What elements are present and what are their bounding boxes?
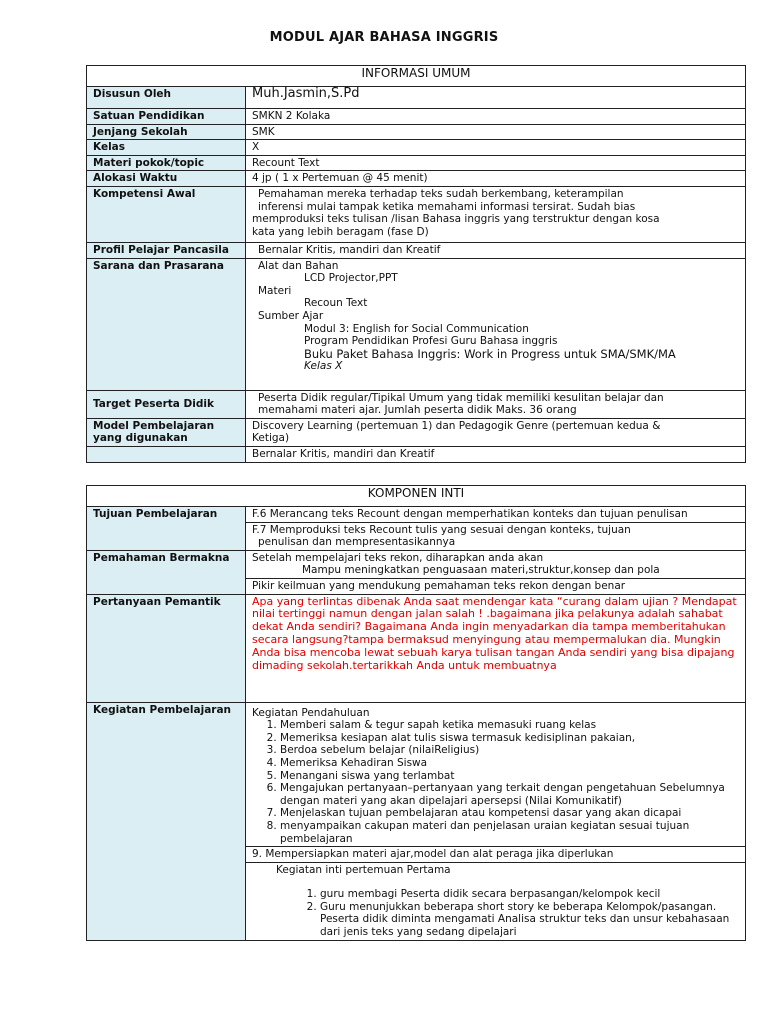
value-alokasi-waktu: 4 jp ( 1 x Pertemuan @ 45 menit) xyxy=(246,171,746,187)
value-materi-pokok: Recount Text xyxy=(246,155,746,171)
sarana-line-recount: Recoun Text xyxy=(304,297,368,310)
label-pemahaman-bermakna: Pemahaman Bermakna xyxy=(87,550,246,594)
f7-line-1: F.7 Memproduksi teks Recount tulis yang sesuai dengan konteks, tujuan xyxy=(252,523,631,536)
value-target-peserta xyxy=(246,390,746,418)
komponen-inti-header: KOMPONEN INTI xyxy=(87,486,746,507)
pendahuluan-item: 8. menyampaikan cakupan materi dan penjelasan uraian kegiatan sesuai tujuan pembelajaran xyxy=(280,820,739,845)
informasi-umum-header: INFORMASI UMUM xyxy=(87,66,746,87)
value-tujuan-f7 xyxy=(246,522,746,550)
label-kegiatan-pembelajaran: Kegiatan Pembelajaran xyxy=(87,702,246,940)
kompetensi-line-1: Pemahaman mereka terhadap teks sudah berkembang, keterampilan xyxy=(258,187,624,200)
value-kelas: X xyxy=(246,140,746,156)
f7-line-2: penulisan dan mempresentasikannya xyxy=(258,536,456,549)
sarana-line-sumber: Sumber Ajar xyxy=(258,309,324,322)
inti-title: Kegiatan inti pertemuan Pertama xyxy=(276,863,451,876)
label-empty xyxy=(87,446,246,462)
value-kegiatan-inti xyxy=(246,862,746,940)
inti-item: 2. Guru menunjukkan beberapa short story ke beberapa Kelompok/pasangan. Peserta didik diminta mengamati Analisa struktur teks dan unsur kebahasaan dari jenis teks yang sedang dipelajari xyxy=(320,901,739,939)
komponen-inti-table xyxy=(86,485,746,941)
label-materi-pokok: Materi pokok/topic xyxy=(87,155,246,171)
inti-item: 1. guru membagi Peserta didik secara berpasangan/kelompok kecil xyxy=(320,888,739,901)
value-bernalar: Bernalar Kritis, mandiri dan Kreatif xyxy=(246,446,746,462)
pendahuluan-item: 2. Memeriksa kesiapan alat tulis siswa termasuk kedisiplinan pakaian, xyxy=(280,732,739,745)
value-disusun-oleh: Muh.Jasmin,S.Pd xyxy=(246,87,746,109)
label-satuan-pendidikan: Satuan Pendidikan xyxy=(87,109,246,125)
pendahuluan-item: 7. Menjelaskan tujuan pembelajaran atau kompetensi dasar yang akan dicapai xyxy=(280,807,739,820)
label-tujuan-pembelajaran: Tujuan Pembelajaran xyxy=(87,507,246,551)
pendahuluan-list xyxy=(252,719,739,845)
label-sarana-prasarana: Sarana dan Prasarana xyxy=(87,258,246,390)
label-kelas: Kelas xyxy=(87,140,246,156)
document-title: MODUL AJAR BAHASA INGGRIS xyxy=(269,30,499,45)
value-profil-pelajar: Bernalar Kritis, mandiri dan Kreatif xyxy=(246,242,746,258)
value-model-pembelajaran xyxy=(246,418,746,446)
model-line-2: Ketiga) xyxy=(252,432,290,445)
pendahuluan-title: Kegiatan Pendahuluan xyxy=(252,706,370,719)
value-kegiatan-item9: 9. Mempersiapkan materi ajar,model dan alat peraga jika diperlukan xyxy=(246,847,746,863)
target-line-1: Peserta Didik regular/Tipikal Umum yang tidak memiliki kesulitan belajar dan xyxy=(258,391,664,404)
kompetensi-line-4: kata yang lebih beragam (fase D) xyxy=(252,225,429,238)
pendahuluan-item: 1. Memberi salam & tegur sapah ketika memasuki ruang kelas xyxy=(280,719,739,732)
label-profil-pelajar: Profil Pelajar Pancasila xyxy=(87,242,246,258)
sarana-line-kelas: Kelas X xyxy=(304,360,343,373)
model-line-1: Discovery Learning (pertemuan 1) dan Pedagogik Genre (pertemuan kedua & xyxy=(252,419,661,432)
value-satuan-pendidikan: SMKN 2 Kolaka xyxy=(246,109,746,125)
label-kompetensi-awal: Kompetensi Awal xyxy=(87,186,246,242)
value-sarana-prasarana xyxy=(246,258,746,390)
kompetensi-line-3: memproduksi teks tulisan /lisan Bahasa inggris yang terstruktur dengan kosa xyxy=(252,213,660,226)
value-kegiatan-pendahuluan xyxy=(246,702,746,847)
value-pertanyaan-pemantik: Apa yang terlintas dibenak Anda saat mendengar kata “curang dalam ujian ? Mendapat nilai tertinggi namun dengan jalan salah ! .bagaimana jika pelakunya adalah sahabat dekat Anda sendiri? Bagaimana Anda ingin menyadarkan dia tampa memberitahukan secara langsung?tampa bermaksud menyingung atau mempermalukan dia. Mungkin Anda bisa mencoba lewat sebuah karya tulisan tangan Anda sendiri yang bisa dipajang dimading sekolah.tertarikkah Anda untuk membuatnya xyxy=(246,594,746,702)
sarana-line-alat: Alat dan Bahan xyxy=(258,259,339,272)
label-disusun-oleh: Disusun Oleh xyxy=(87,87,246,109)
label-target-peserta: Target Peserta Didik xyxy=(87,390,246,418)
sarana-line-lcd: LCD Projector,PPT xyxy=(304,272,398,285)
pendahuluan-item: 5. Menangani siswa yang terlambat xyxy=(280,770,739,783)
value-kompetensi-awal xyxy=(246,186,746,242)
sarana-line-materi: Materi xyxy=(258,284,292,297)
label-model-pembelajaran: Model Pembelajaran yang digunakan xyxy=(87,418,246,446)
informasi-umum-table xyxy=(86,65,746,463)
pendahuluan-item: 6. Mengajukan pertanyaan–pertanyaan yang terkait dengan pengetahuan Sebelumnya dengan materi yang akan dipelajari apersepsi (Nilai Komunikatif) xyxy=(280,782,739,807)
value-pemahaman-1 xyxy=(246,550,746,578)
sarana-line-modul: Modul 3: English for Social Communication xyxy=(304,322,529,335)
pendahuluan-item: 3. Berdoa sebelum belajar (nilaiReligius) xyxy=(280,744,739,757)
value-jenjang-sekolah: SMK xyxy=(246,124,746,140)
value-tujuan-f6: F.6 Merancang teks Recount dengan memperhatikan konteks dan tujuan penulisan xyxy=(246,507,746,523)
pemahaman-line-2: Mampu meningkatkan penguasaan materi,struktur,konsep dan pola xyxy=(302,564,660,577)
inti-list xyxy=(276,888,739,938)
pendahuluan-item: 4. Memeriksa Kehadiran Siswa xyxy=(280,757,739,770)
sarana-line-buku: Buku Paket Bahasa Inggris: Work in Progress untuk SMA/SMK/MA xyxy=(304,346,676,361)
pemahaman-line-1: Setelah mempelajari teks rekon, diharapkan anda akan xyxy=(252,551,544,564)
sarana-line-program: Program Pendidikan Profesi Guru Bahasa inggris xyxy=(304,335,558,348)
label-pertanyaan-pemantik: Pertanyaan Pemantik xyxy=(87,594,246,702)
kompetensi-line-2: inferensi mulai tampak ketika memahami informasi tersirat. Sudah bias xyxy=(258,200,636,213)
label-jenjang-sekolah: Jenjang Sekolah xyxy=(87,124,246,140)
value-pemahaman-2: Pikir keilmuan yang mendukung pemahaman teks rekon dengan benar xyxy=(246,578,746,594)
label-alokasi-waktu: Alokasi Waktu xyxy=(87,171,246,187)
target-line-2: memahami materi ajar. Jumlah peserta didik Maks. 36 orang xyxy=(258,404,577,417)
